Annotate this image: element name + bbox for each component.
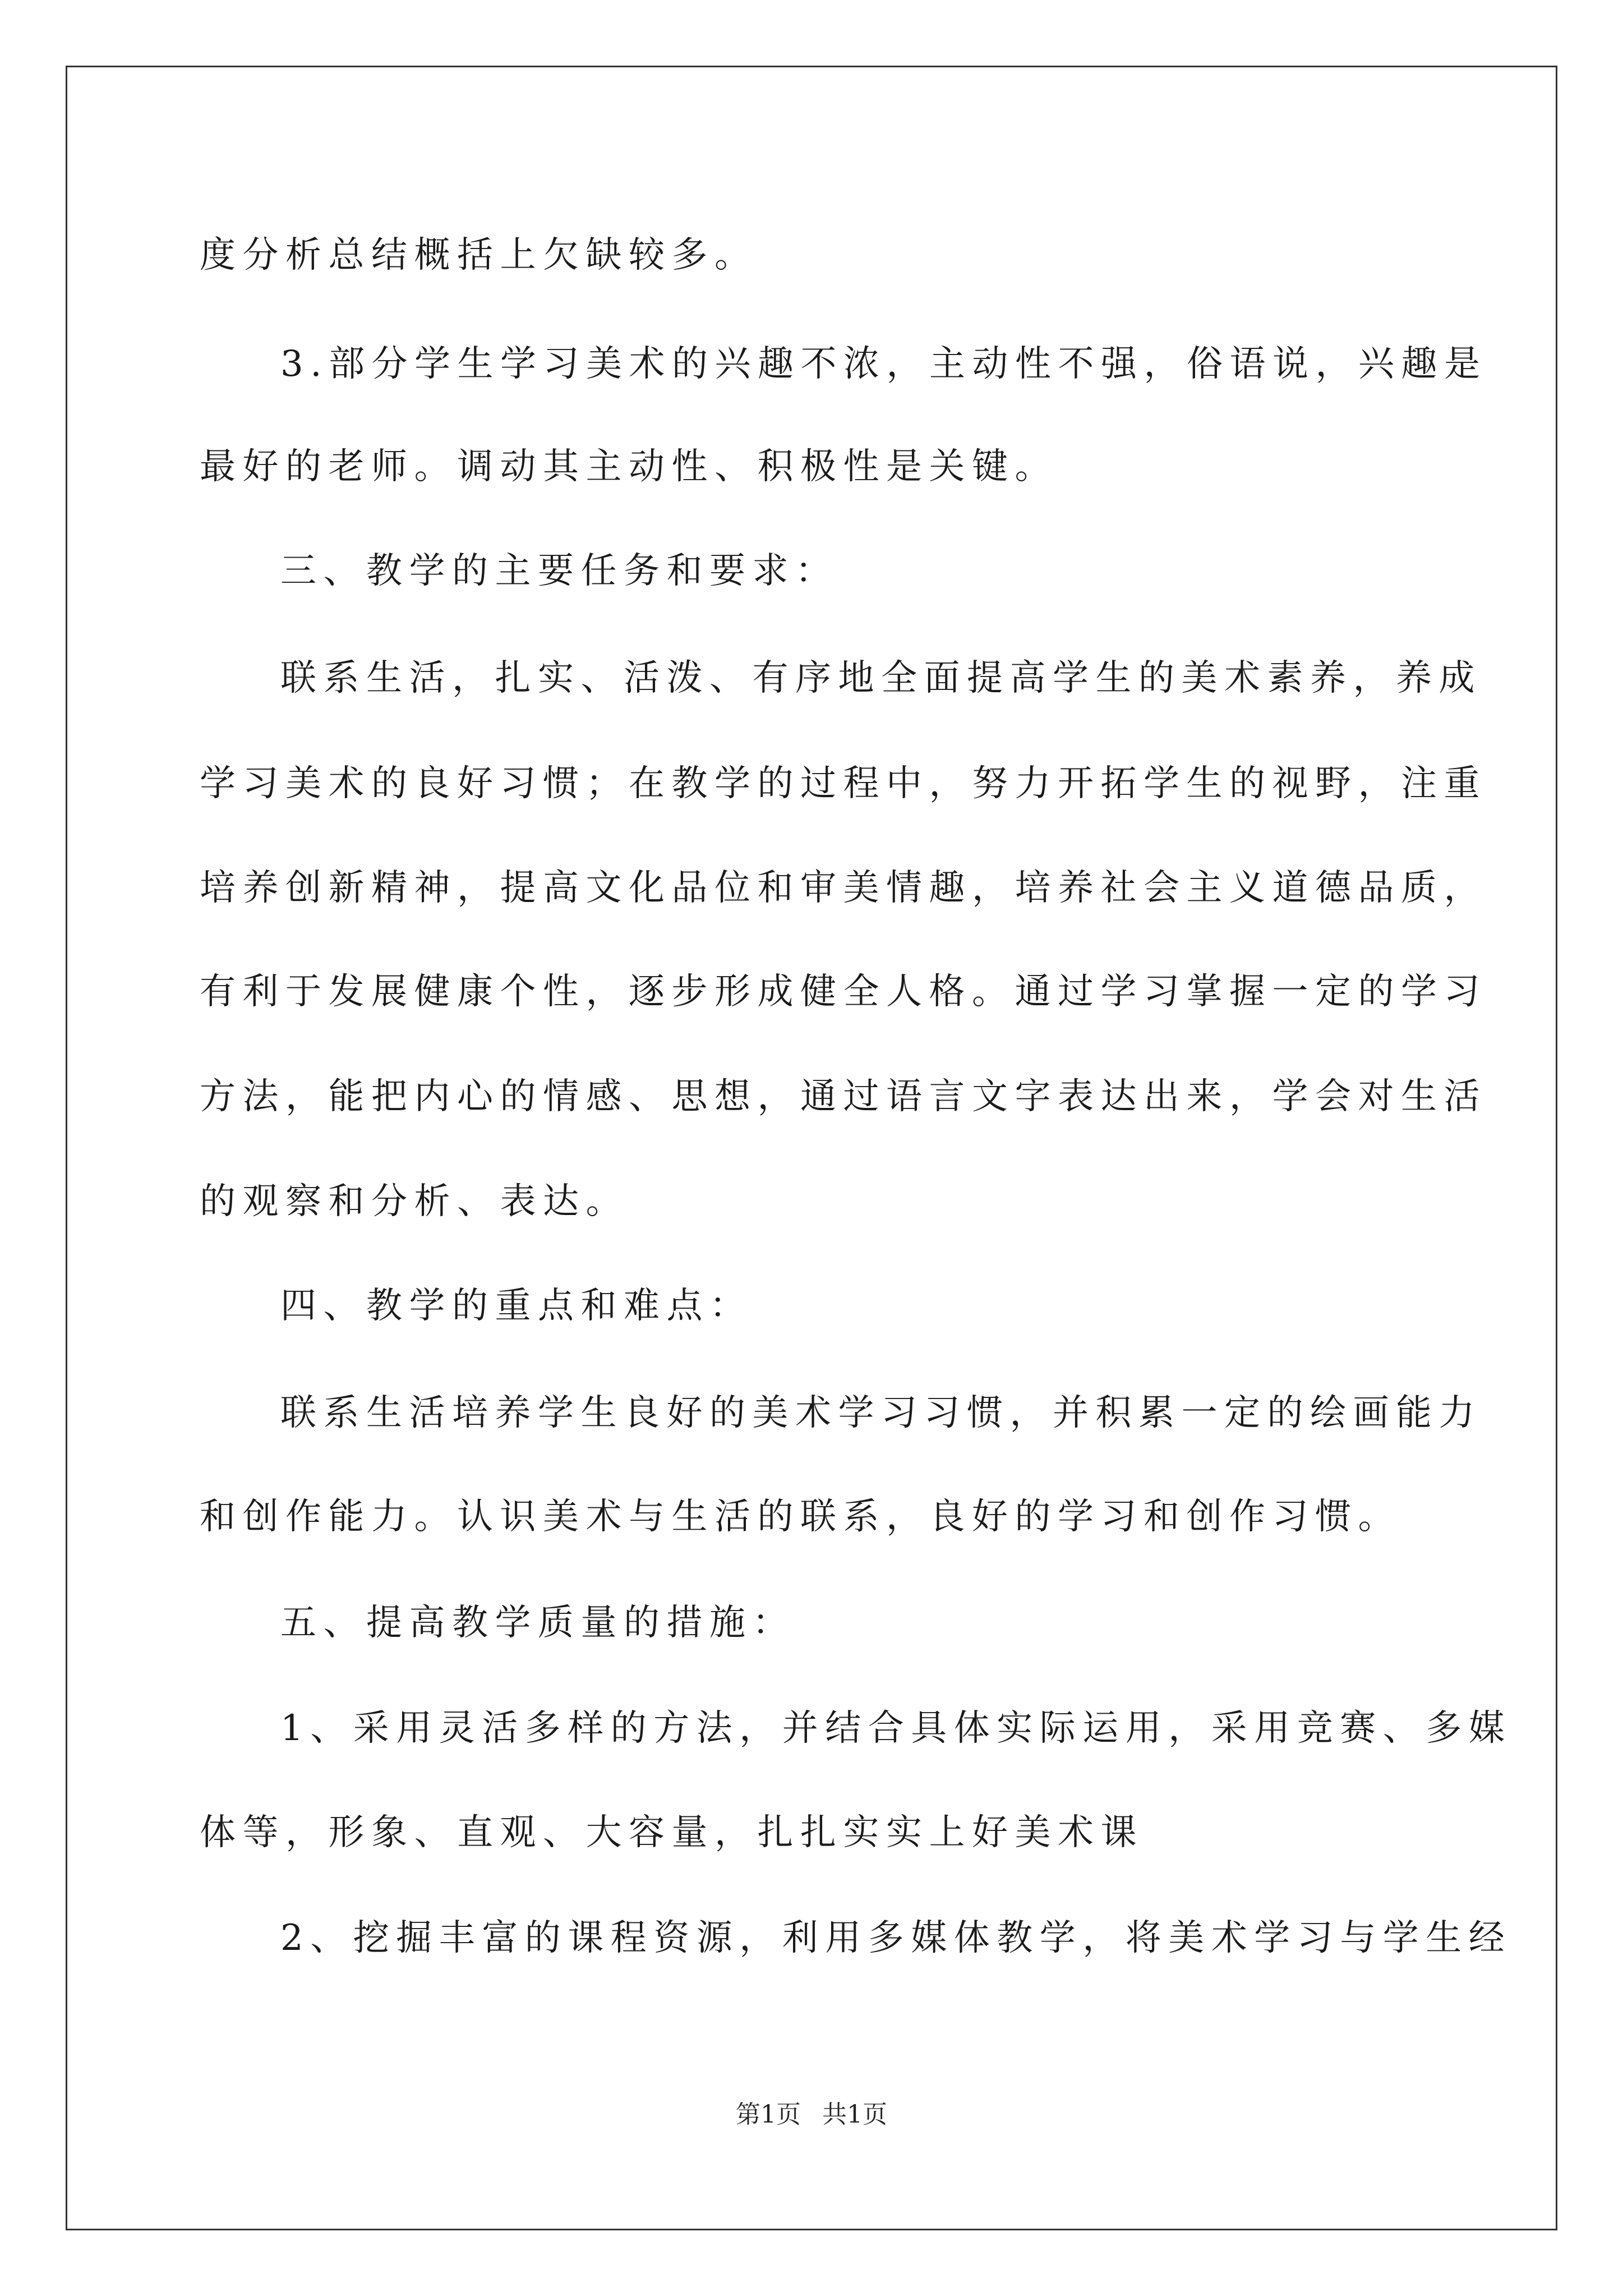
text-line: 的观察和分析、表达。 xyxy=(200,1181,629,1222)
text-line: 和创作能力。认识美术与生活的联系，良好的学习和创作习惯。 xyxy=(200,1496,1401,1538)
section-heading: 三、教学的主要任务和要求： xyxy=(280,550,838,592)
text-line: 最好的老师。调动其主动性、积极性是关键。 xyxy=(200,446,1058,487)
page-border xyxy=(66,66,1557,2230)
text-line: 联系生活培养学生良好的美术学习习惯，并积累一定的绘画能力 xyxy=(280,1392,1482,1434)
page-footer xyxy=(0,2098,1623,2132)
text-line: 方法，能把内心的情感、思想，通过语言文字表达出来，学会对生活 xyxy=(200,1076,1487,1117)
text-line: 2、挖掘丰富的课程资源，利用多媒体教学，将美术学习与学生经 xyxy=(280,1917,1512,1959)
text-line: 3.部分学生学习美术的兴趣不浓，主动性不强，俗语说，兴趣是 xyxy=(280,343,1487,385)
page-number: 第1页 xyxy=(736,2100,801,2129)
page-total: 共1页 xyxy=(822,2100,887,2129)
text-line: 体等，形象、直观、大容量，扎扎实实上好美术课 xyxy=(200,1812,1144,1853)
text-line: 有利于发展健康个性，逐步形成健全人格。通过学习掌握一定的学习 xyxy=(200,971,1487,1013)
text-line: 联系生活，扎实、活泼、有序地全面提高学生的美术素养，养成 xyxy=(280,657,1482,699)
text-line: 培养创新精神，提高文化品位和审美情趣，培养社会主义道德品质， xyxy=(200,867,1487,909)
section-heading: 五、提高教学质量的措施： xyxy=(280,1602,795,1644)
text-line: 1、采用灵活多样的方法，并结合具体实际运用，采用竞赛、多媒 xyxy=(280,1708,1512,1749)
text-line: 度分析总结概括上欠缺较多。 xyxy=(200,234,758,276)
text-line: 学习美术的良好习惯；在教学的过程中，努力开拓学生的视野，注重 xyxy=(200,763,1487,804)
section-heading: 四、教学的重点和难点： xyxy=(280,1285,753,1327)
